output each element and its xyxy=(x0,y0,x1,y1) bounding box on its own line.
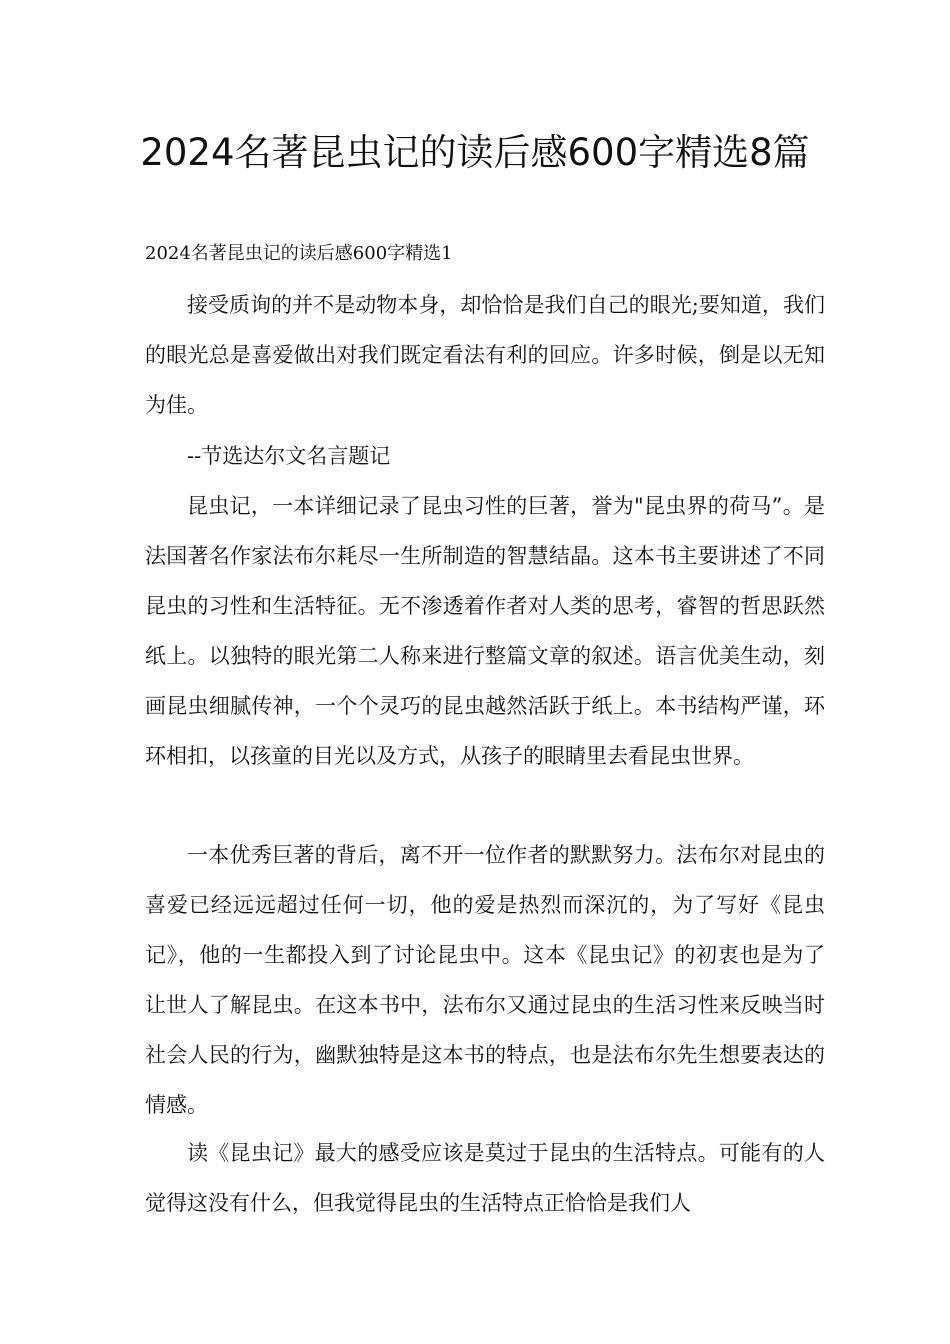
paragraph-attribution: --节选达尔文名言题记 xyxy=(187,444,391,468)
paragraph-epigraph: 接受质询的并不是动物本身，却恰恰是我们自己的眼光;要知道，我们的眼光总是喜爱做出对我们既定看法有利的回应。许多时候，倒是以无知为佳。 xyxy=(145,293,825,417)
document-title: 2024名著昆虫记的读后感600字精选8篇 xyxy=(140,131,810,174)
paragraph-intro: 昆虫记，一本详细记录了昆虫习性的巨著，誉为"昆虫界的荷马”。是法国著名作家法布尔耗尽一生所制造的智慧结晶。这本书主要讲述了不同昆虫的习性和生活特征。无不渗透着作者对人类的思考，睿智的哲思跃然纸上。以独特的眼光第二人称来进行整篇文章的叙述。语言优美生动，刻画昆虫细腻传神，一个个灵巧的昆虫越然活跃于纸上。本书结构严谨，环环相扣，以孩童的目光以及方式，从孩子的眼睛里去看昆虫世界。 xyxy=(145,494,825,768)
paragraph-feeling: 读《昆虫记》最大的感受应该是莫过于昆虫的生活特点。可能有的人觉得这没有什么，但我觉得昆虫的生活特点正恰恰是我们人 xyxy=(145,1141,825,1215)
paragraph-author: 一本优秀巨著的背后，离不开一位作者的默默努力。法布尔对昆虫的喜爱已经远远超过任何一切，他的爱是热烈而深沉的，为了写好《昆虫记》，他的一生都投入到了讨论昆虫中。这本《昆虫记》的初衷也是为了让世人了解昆虫。在这本书中，法布尔又通过昆虫的生活习性来反映当时社会人民的行为，幽默独特是这本书的特点，也是法布尔先生想要表达的情感。 xyxy=(145,843,825,1117)
section-heading: 2024名著昆虫记的读后感600字精选1 xyxy=(145,243,453,264)
